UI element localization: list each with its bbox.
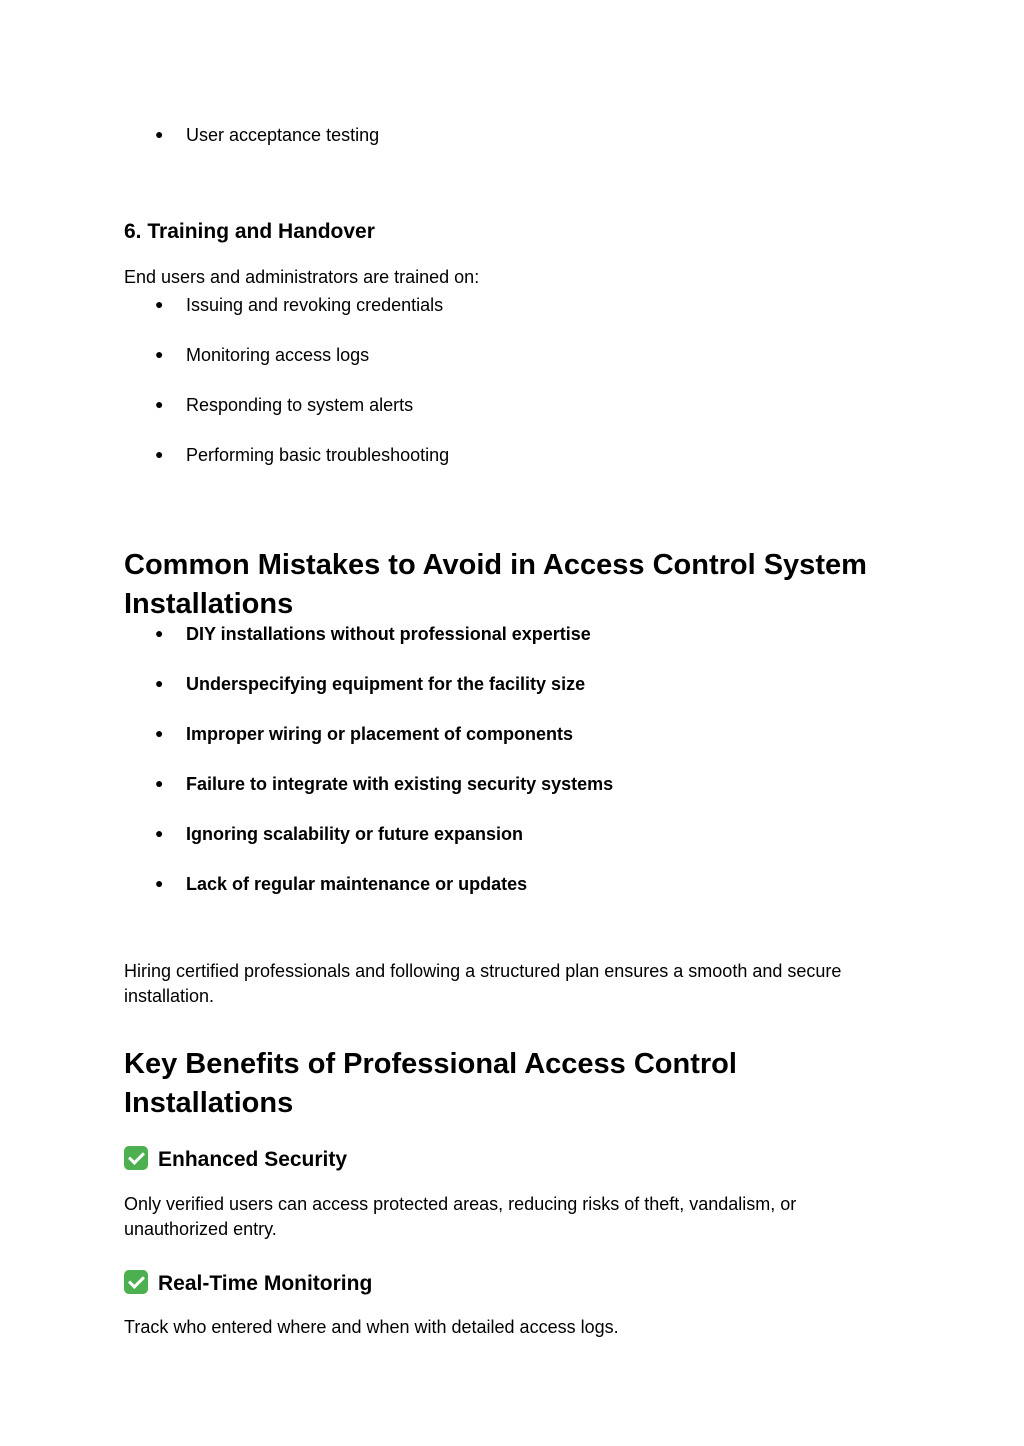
section-heading-benefits: Key Benefits of Professional Access Control Installations [124, 1048, 737, 1120]
list-item: Underspecifying equipment for the facility size [186, 674, 586, 694]
benefit-title-text: Real-Time Monitoring [158, 1272, 373, 1295]
section-heading-mistakes: Common Mistakes to Avoid in Access Control System Installations [124, 549, 867, 621]
list-item: User acceptance testing [186, 125, 380, 145]
bullet-icon: ● [155, 396, 164, 412]
bullet-icon: ● [155, 725, 164, 741]
bullet-icon: ● [155, 875, 164, 891]
list-item: Lack of regular maintenance or updates [186, 874, 528, 894]
bullet-icon: ● [155, 825, 164, 841]
benefit-title-security [124, 1146, 347, 1173]
training-intro: End users and administrators are trained on: [124, 267, 480, 287]
check-mark-icon [124, 1270, 148, 1294]
bullet-icon: ● [155, 775, 164, 791]
benefit-text-monitoring: Track who entered where and when with detailed access logs. [124, 1317, 619, 1337]
list-item: DIY installations without professional expertise [186, 624, 591, 644]
bullet-icon: ● [155, 126, 164, 142]
bullet-icon: ● [155, 296, 164, 312]
check-mark-icon [124, 1146, 148, 1170]
list-item: Responding to system alerts [186, 395, 414, 415]
benefit-title-monitoring [124, 1270, 372, 1297]
mistakes-closing: Hiring certified professionals and following a structured plan ensures a smooth and secure installation. [124, 961, 842, 1006]
list-item: Improper wiring or placement of components [186, 724, 574, 744]
list-item: Performing basic troubleshooting [186, 445, 450, 465]
bullet-icon: ● [155, 446, 164, 462]
list-item: Ignoring scalability or future expansion [186, 824, 524, 844]
list-item: Monitoring access logs [186, 345, 370, 365]
section-heading-training: 6. Training and Handover [124, 220, 375, 243]
list-item: Issuing and revoking credentials [186, 295, 444, 315]
benefit-title-text: Enhanced Security [158, 1148, 348, 1171]
bullet-icon: ● [155, 625, 164, 641]
benefit-text-security: Only verified users can access protected areas, reducing risks of theft, vandalism, or unauthorized entry. [124, 1194, 797, 1239]
bullet-icon: ● [155, 346, 164, 362]
list-item: Failure to integrate with existing security systems [186, 774, 614, 794]
bullet-icon: ● [155, 675, 164, 691]
